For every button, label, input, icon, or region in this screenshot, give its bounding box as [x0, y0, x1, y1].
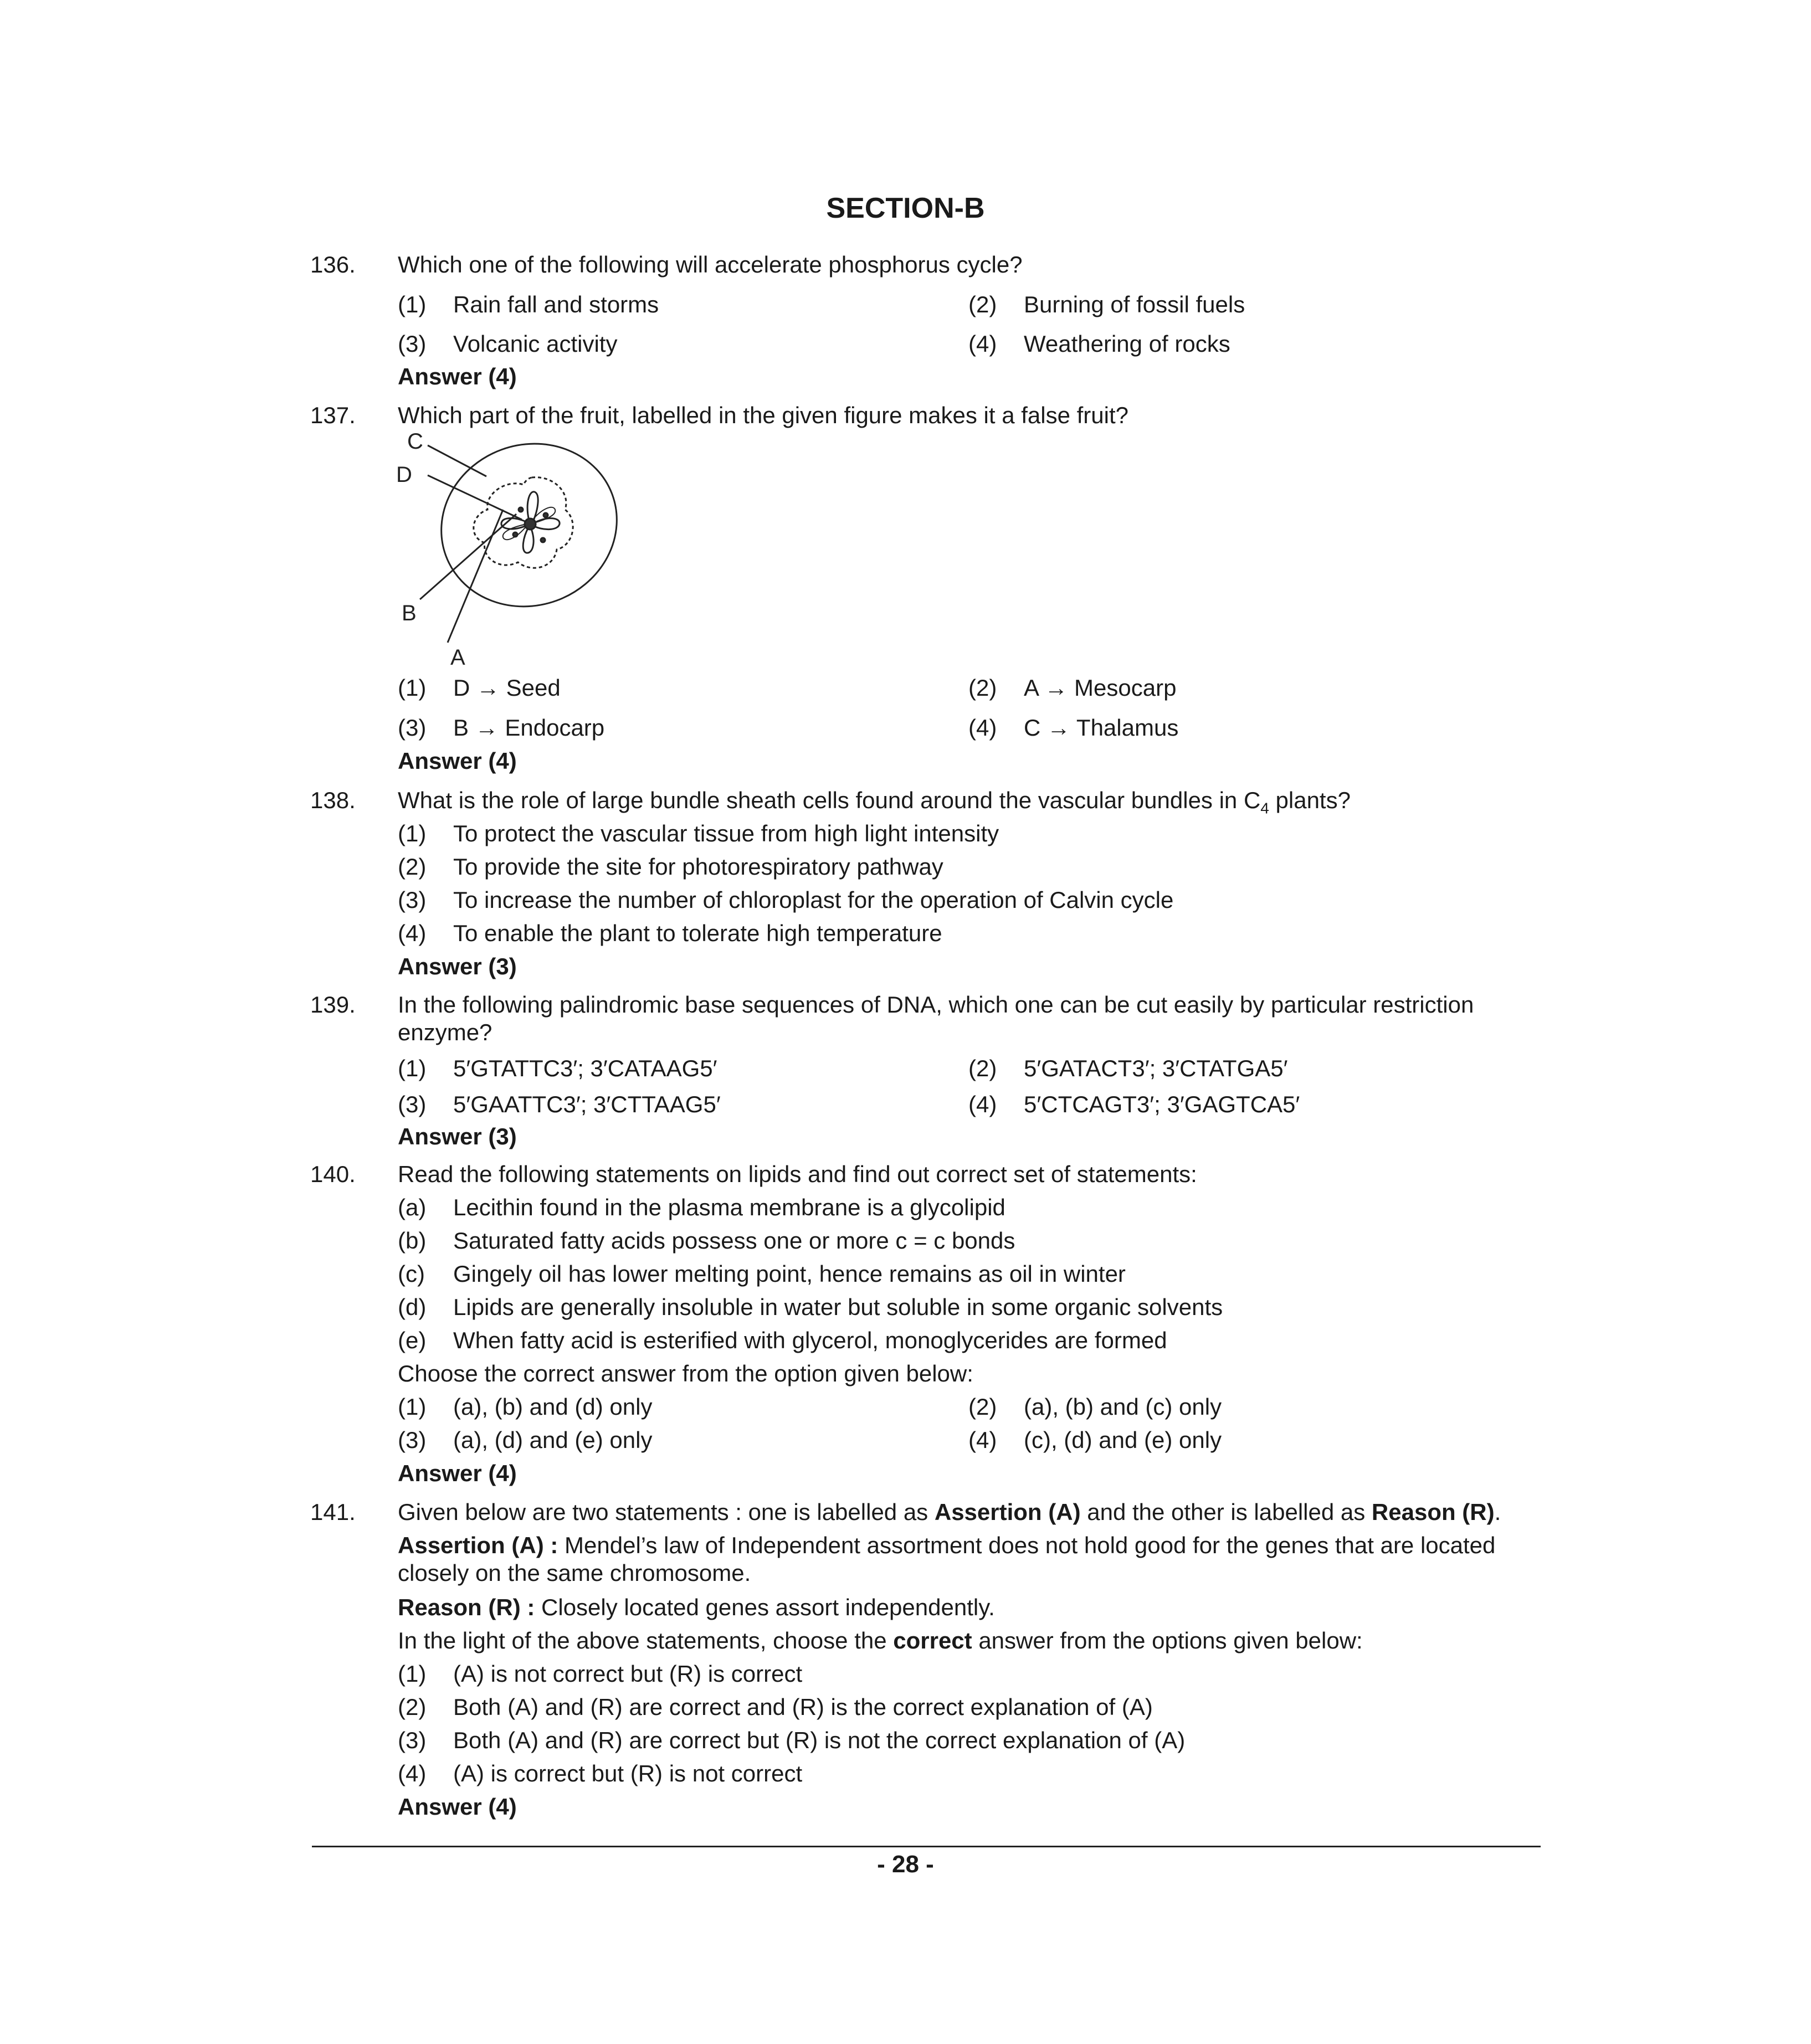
label-line-d — [428, 475, 522, 520]
section-title: SECTION-B — [826, 192, 985, 224]
option-4: (4) Weathering of rocks — [968, 331, 1230, 357]
option-4: (4) 5′CTCAGT3′; 3′GAGTCA5′ — [968, 1091, 1300, 1117]
option-2: (2) (a), (b) and (c) only — [968, 1394, 1222, 1420]
seed-dot — [513, 532, 517, 537]
question-number: 136. — [310, 251, 356, 278]
seed-petal — [523, 527, 533, 553]
question-text: Which one of the following will accelerate phosphorus cycle? — [398, 251, 1023, 278]
answer: Answer (4) — [398, 363, 517, 389]
reason: Reason (R) : Closely located genes assort independently. — [398, 1594, 995, 1620]
seed-dot — [541, 538, 545, 542]
option-2: (2) A → Mesocarp — [968, 675, 1177, 701]
question-text-line1: In the following palindromic base sequences of DNA, which one can be cut easily by particular restriction — [398, 992, 1474, 1018]
document-page: SECTION-B 136. Which one of the following will accelerate phosphorus cycle? (1) Rain fall and storms (2) Burning of fossil fuels (3) Volcanic activity (4) Weathering of rocks Answer (4) 137. Which part of the fruit, labelled in the given figure makes it a false fruit? (1) D → Seed (2) A → Mesocarp (3) B → Endocarp (4) C → Thalamus Answer (4) C D B A 138. What is the role of large bundle sheath cells found around the vascular bundles in $C_4$ plants? (1) To protect the vascular tissue from high light intensity (2) To provide the site for photorespiratory pathway (3) To increase the number of chloroplast for the operation of Calvin cycle (4) To enable the plant to tolerate high temperature Answer (3) 139. In the following palindromic base sequences of DNA, which one can be cut easily by particular restriction enzyme? (1) 5′GTATTC3′; 3′CATAAG5′ (2) 5′GATACT3′; 3′CTATGA5′ (3) 5′GAATTC3′; 3′CTTAAG5′ (4) 5′CTCAGT3′; 3′GAGTCA5′ Answer (3) 140. Read the following statements on lipids and find out correct set of statements: (a) Lecithin found in the plasma membrane is a glycolipid (b) Saturated fatty acids possess one or more c = c bonds (c) Gingely oil has lower melting point, hence remains as oil in winter (d) Lipids are generally insoluble in water but soluble in some organic solvents (e) When fatty acid is esterified with glycerol, monoglycerides are formed Choose the correct answer from the option given below: (1) (a), (b) and (d) only (2) (a), (b) and (c) only (3) (a), (d) and (e) only (4) (c), (d) and (e) only Answer (4) 141. Given below are two statements : one is labelled as Assertion (A) and the other is labelled as Reason (R). Assertion (A) : Mendel’s law of Independent assortment does not hold good for the genes that are located closely on the same chromosome. Reason (R) : Closely located genes assort independently. In the light of the above statements, choose the correct answer from the options given below: (1) (A) is not correct but (R) is correct (2) Both (A) and (R) are correct and (R) is the correct explanation of (A) (3) Both (A) and (R) are correct but (R) is not the correct explanation of (A) (4) (A) is correct but (R) is not correct Answer (4) - 28 - — [0, 0, 1811, 2044]
option-4: (4) (c), (d) and (e) only — [968, 1427, 1222, 1453]
seed-dot — [519, 507, 523, 512]
option-1: (1) Rain fall and storms — [398, 291, 659, 317]
assertion: Assertion (A) : Mendel’s law of Independent assortment does not hold good for the genes that are located — [398, 1532, 1496, 1558]
question-intro: Given below are two statements : one is labelled as Assertion (A) and the other is labelled as Reason (R). — [398, 1499, 1501, 1525]
label-b: B — [402, 601, 417, 625]
footer-divider — [312, 1846, 1541, 1847]
question-number: 140. — [310, 1161, 356, 1187]
option-3: (3) Volcanic activity — [398, 331, 618, 357]
label-d: D — [396, 463, 412, 487]
choose-instruction: Choose the correct answer from the option given below: — [398, 1360, 973, 1386]
label-line-c — [428, 445, 486, 476]
option-3: (3) B → Endocarp — [398, 715, 605, 741]
question-number: 138. — [310, 787, 356, 813]
question-number: 137. — [310, 402, 356, 428]
question-number: 139. — [310, 992, 356, 1018]
fruit-cross-section-figure — [388, 427, 632, 670]
option-1: (1) (a), (b) and (d) only — [398, 1394, 653, 1420]
option-3: (3) (a), (d) and (e) only — [398, 1427, 653, 1453]
label-line-a — [448, 510, 503, 643]
seed-petal — [533, 518, 560, 530]
option-3: (3) 5′GAATTC3′; 3′CTTAAG5′ — [398, 1091, 721, 1117]
question-text: Which part of the fruit, labelled in the given figure makes it a false fruit? — [398, 402, 1129, 428]
center-axis — [525, 518, 536, 530]
question-text-line2: enzyme? — [398, 1019, 492, 1045]
answer: Answer (4) — [398, 1460, 517, 1486]
answer: Answer (4) — [398, 748, 517, 774]
label-c: C — [407, 429, 423, 454]
assertion-continued: closely on the same chromosome. — [398, 1560, 751, 1586]
option-1: (1) D → Seed — [398, 675, 561, 701]
question-text: Read the following statements on lipids and find out correct set of statements: — [398, 1161, 1197, 1187]
label-a: A — [450, 645, 465, 670]
answer: Answer (3) — [398, 953, 517, 979]
seed-petal — [527, 492, 538, 522]
question-number: 141. — [310, 1499, 356, 1525]
question-text: What is the role of large bundle sheath cells found around the vascular bundles in $C_4$ plants? — [398, 787, 1351, 817]
answer: Answer (3) — [398, 1123, 517, 1149]
option-4: (4) C → Thalamus — [968, 715, 1179, 741]
page-number: - 28 - — [877, 1851, 934, 1878]
answer: Answer (4) — [398, 1794, 517, 1820]
option-1: (1) 5′GTATTC3′; 3′CATAAG5′ — [398, 1055, 717, 1081]
seed-dot — [543, 513, 548, 517]
option-2: (2) Burning of fossil fuels — [968, 291, 1245, 317]
option-2: (2) 5′GATACT3′; 3′CTATGA5′ — [968, 1055, 1288, 1081]
light-instruction: In the light of the above statements, choose the correct answer from the options given below: — [398, 1627, 1363, 1653]
inner-carpel-outline — [474, 477, 573, 568]
